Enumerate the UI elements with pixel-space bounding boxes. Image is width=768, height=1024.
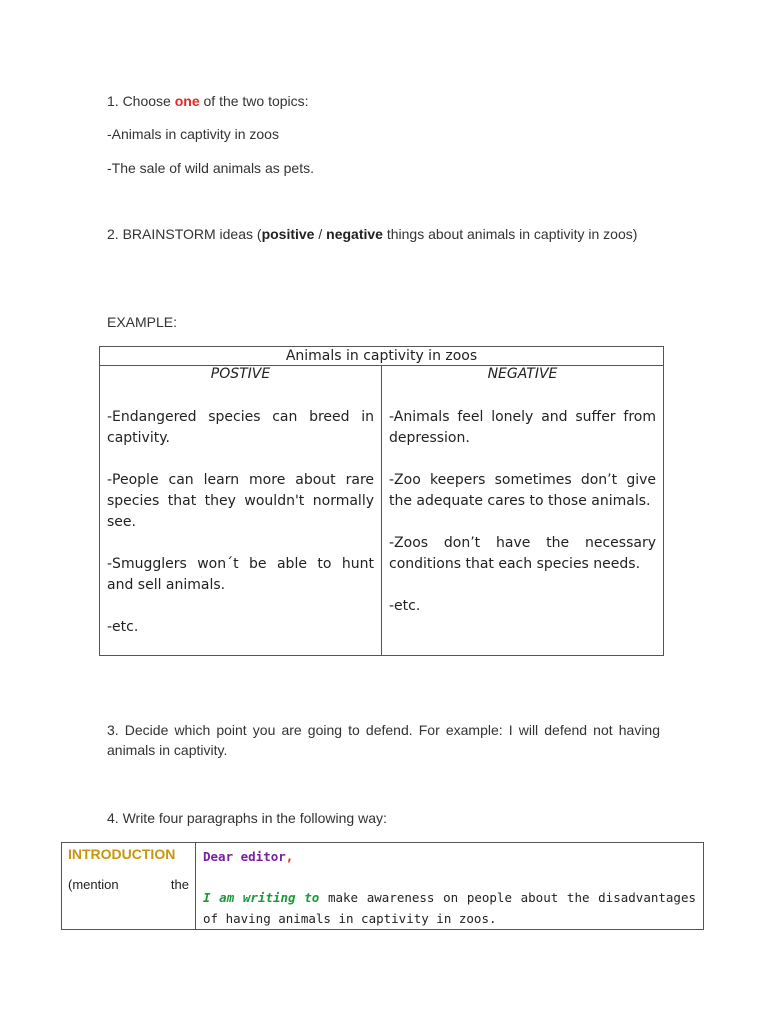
introduction-table bbox=[61, 842, 704, 930]
lead-phrase: I am writing to bbox=[203, 890, 320, 905]
negative-item: -Animals feel lonely and suffer from depression. bbox=[389, 409, 656, 446]
step3-instruction: 3. Decide which point you are going to defend. For example: I will defend not having animals in captivity. bbox=[107, 722, 660, 758]
positive-item: -People can learn more about rare species that they wouldn't normally see. bbox=[107, 472, 374, 530]
negative-item: -Zoo keepers sometimes don’t give the adequate cares to those animals. bbox=[389, 472, 656, 509]
emphasis-one: one bbox=[174, 93, 200, 109]
positive-item: -etc. bbox=[107, 619, 139, 635]
step4-instruction: 4. Write four paragraphs in the following way: bbox=[107, 810, 387, 826]
topic-option: -The sale of wild animals as pets. bbox=[107, 160, 314, 176]
topic-option: -Animals in captivity in zoos bbox=[107, 126, 279, 142]
positive-header: POSTIVE bbox=[210, 366, 271, 382]
negative-column bbox=[382, 366, 664, 656]
greeting-line: Dear editor, bbox=[203, 849, 294, 864]
negative-item: -etc. bbox=[389, 598, 421, 614]
positive-column bbox=[100, 366, 382, 656]
positive-item: -Smugglers won´t be able to hunt and sell animals. bbox=[107, 556, 374, 593]
positive-item: -Endangered species can breed in captivity. bbox=[107, 409, 374, 446]
example-label: EXAMPLE: bbox=[107, 314, 178, 330]
example-table-title: Animals in captivity in zoos bbox=[100, 347, 664, 366]
step2-instruction: 2. BRAINSTORM ideas (positive / negative things about animals in captivity in zoos) bbox=[107, 226, 638, 242]
introduction-content-cell bbox=[196, 843, 704, 930]
step1-instruction: 1. Choose one of the two topics: bbox=[107, 93, 309, 109]
intro-paragraph: I am writing to make awareness on people about the disadvantages of having animals in captivity in zoos. bbox=[203, 890, 696, 926]
negative-header: NEGATIVE bbox=[487, 366, 558, 382]
negative-item: -Zoos don’t have the necessary conditions that each species needs. bbox=[389, 535, 656, 572]
mention-note: (mention the bbox=[68, 877, 189, 892]
example-table bbox=[99, 346, 664, 656]
introduction-label-cell bbox=[62, 843, 196, 930]
introduction-title: INTRODUCTION bbox=[68, 846, 176, 862]
greeting: Dear editor bbox=[203, 849, 286, 864]
